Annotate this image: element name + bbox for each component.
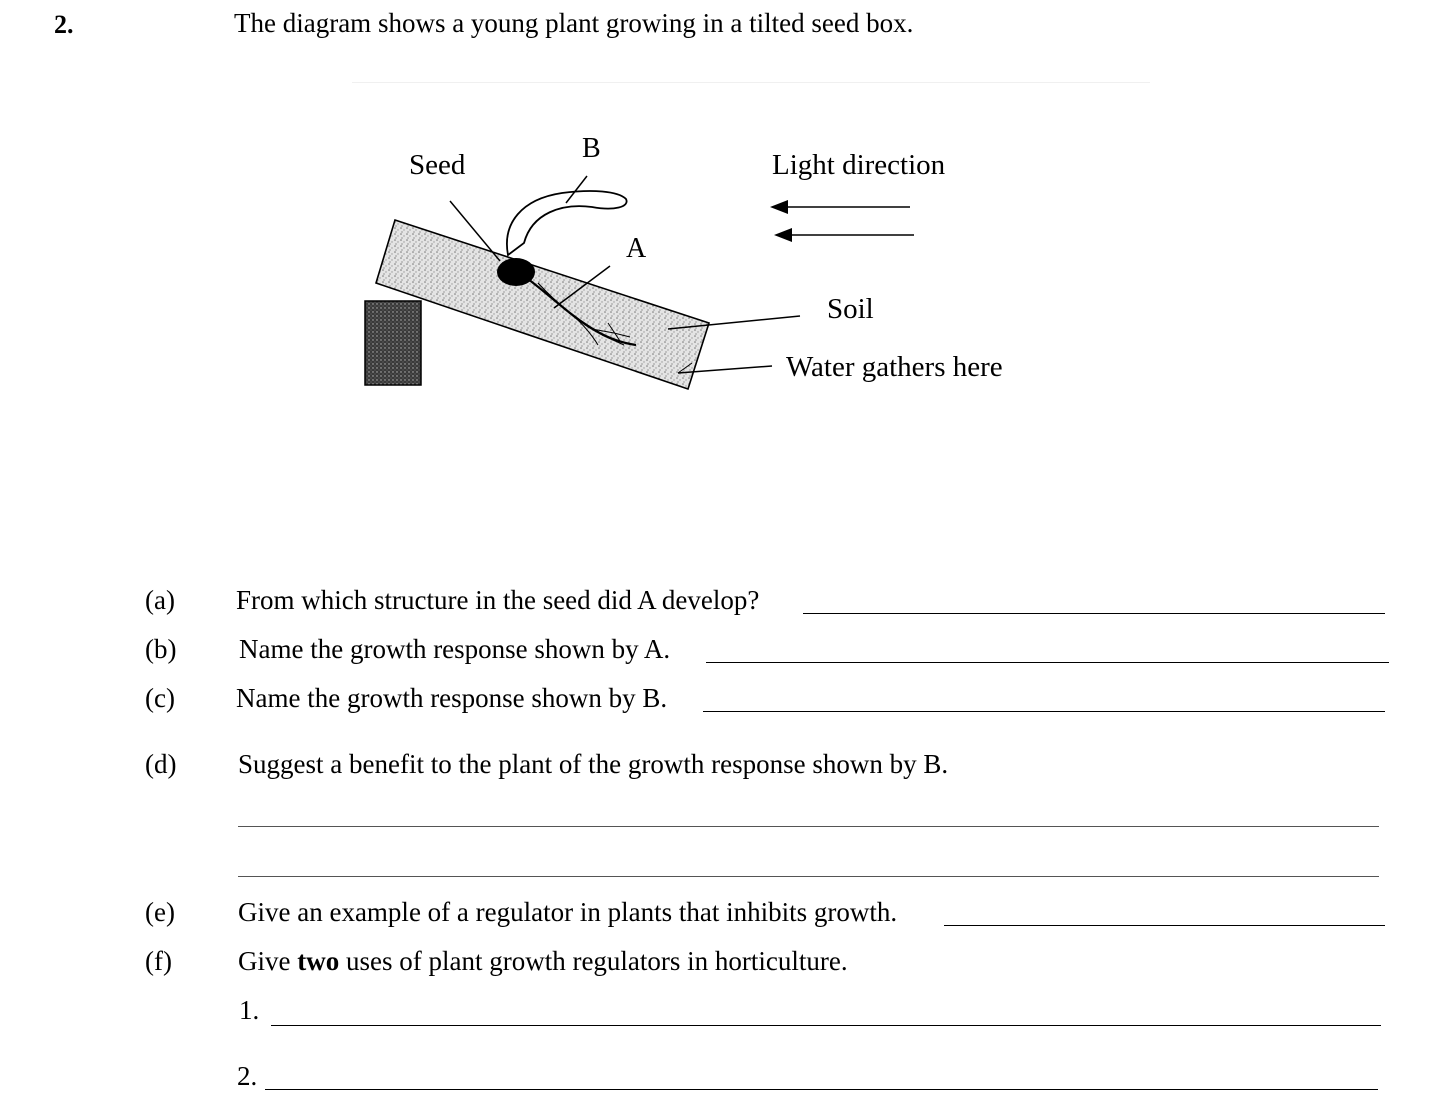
support-block <box>365 301 421 385</box>
part-e <box>0 897 1456 937</box>
part-d-label: (d) <box>145 749 177 779</box>
answer-2-number: 2. <box>237 1061 258 1091</box>
answer-1 <box>0 995 1456 1035</box>
part-d <box>0 749 1456 789</box>
answer-1-number: 1. <box>239 995 260 1025</box>
part-e-label: (e) <box>145 897 175 927</box>
question-number: 2. <box>54 10 74 39</box>
answer-line-c[interactable] <box>703 711 1385 712</box>
light-direction-label: Light direction <box>772 149 946 181</box>
part-b <box>0 634 1456 674</box>
seed-box <box>376 220 709 389</box>
answer-line-d-2[interactable] <box>238 876 1379 877</box>
a-label: A <box>626 233 647 264</box>
part-f-text-bold: two <box>297 946 340 976</box>
seed <box>497 258 535 286</box>
part-c-text: Name the growth response shown by B. <box>236 683 668 713</box>
part-f-text-after: uses of plant growth regulators in horticulture. <box>339 946 848 976</box>
part-f-text-before: Give <box>238 946 298 976</box>
soil-label: Soil <box>827 293 874 325</box>
part-f-text <box>238 946 848 977</box>
part-d-text: Suggest a benefit to the plant of the growth response shown by B. <box>238 749 949 779</box>
question-intro: The diagram shows a young plant growing in a tilted seed box. <box>234 8 914 38</box>
part-a-label: (a) <box>145 585 175 615</box>
plant-diagram <box>352 82 1150 509</box>
part-a <box>0 585 1456 625</box>
answer-2 <box>0 1061 1456 1101</box>
answer-line-e[interactable] <box>944 925 1385 926</box>
diagram-drawing <box>352 83 1150 509</box>
answer-line-a[interactable] <box>803 613 1385 614</box>
part-b-text: Name the growth response shown by A. <box>239 634 671 664</box>
part-b-label: (b) <box>145 634 177 664</box>
answer-line-f-2[interactable] <box>265 1089 1378 1090</box>
answer-line-d-1[interactable] <box>238 826 1379 827</box>
part-a-text: From which structure in the seed did A develop? <box>236 585 760 615</box>
b-label: B <box>582 133 601 164</box>
part-e-text: Give an example of a regulator in plants that inhibits growth. <box>238 897 898 927</box>
part-f-label: (f) <box>145 946 172 976</box>
part-c-label: (c) <box>145 683 175 713</box>
part-c <box>0 683 1456 723</box>
answer-line-f-1[interactable] <box>271 1025 1381 1026</box>
shoot <box>507 191 627 255</box>
answer-line-b[interactable] <box>706 662 1389 663</box>
water-label: Water gathers here <box>786 351 1003 383</box>
part-f <box>0 946 1456 986</box>
seed-label: Seed <box>409 149 466 181</box>
